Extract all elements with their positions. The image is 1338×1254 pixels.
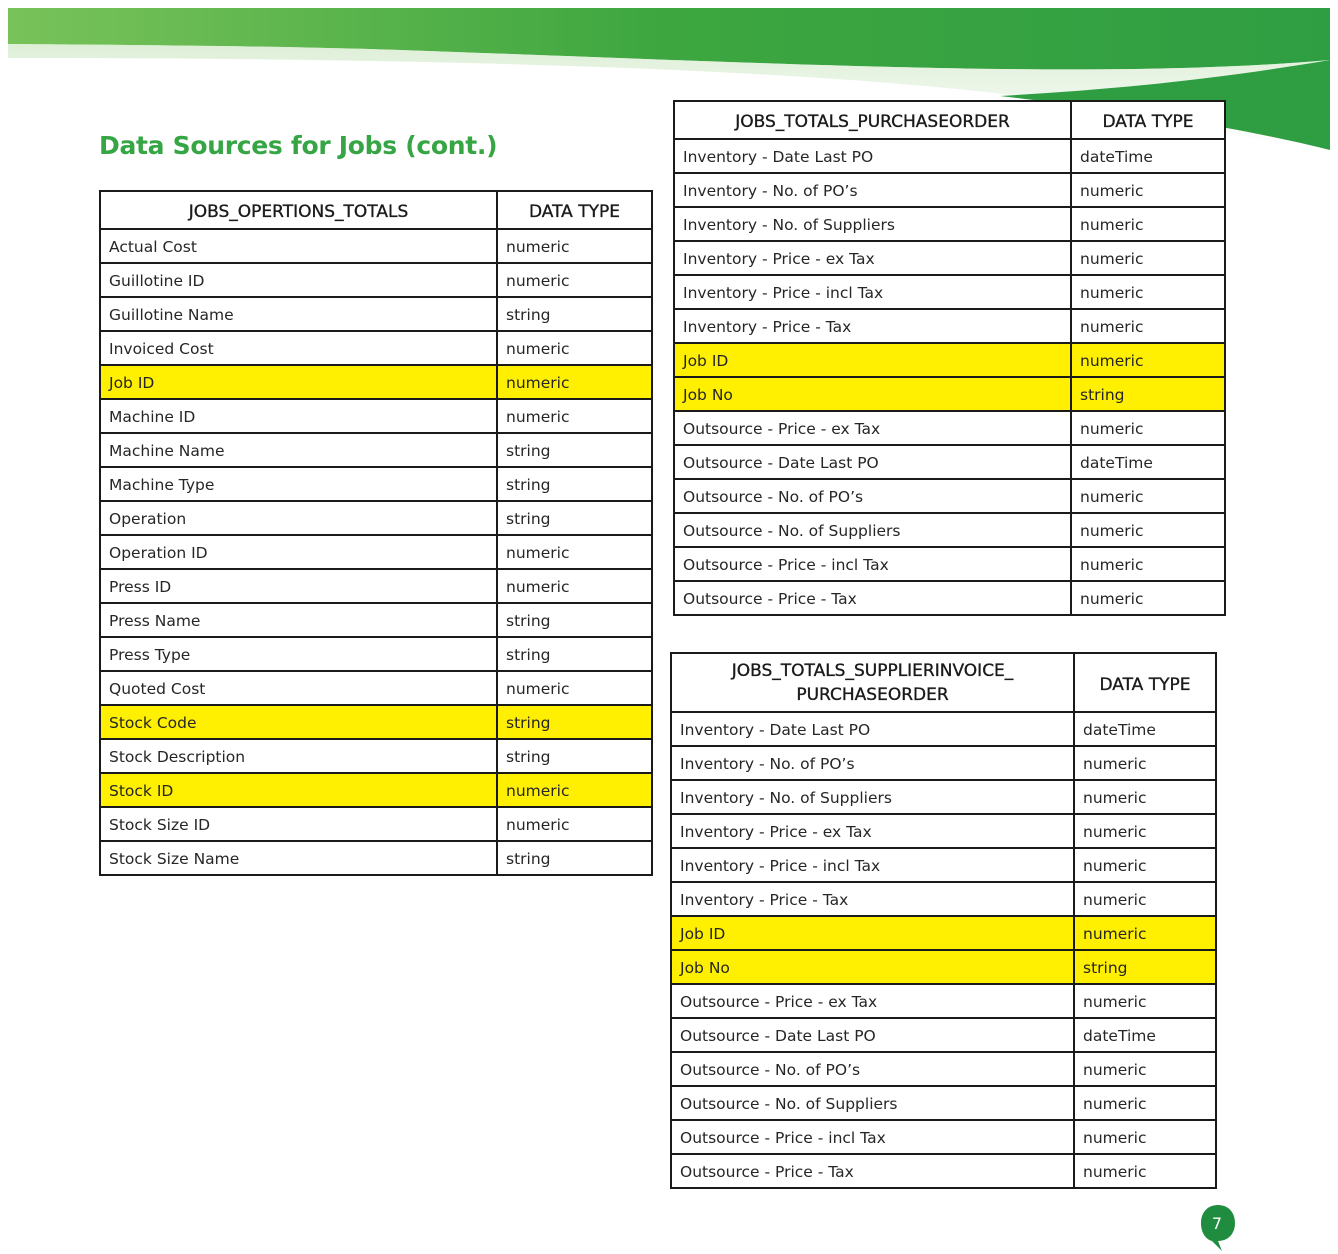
data-type-cell: numeric [1074, 916, 1216, 950]
table-row [100, 705, 652, 739]
data-type-cell: numeric [497, 365, 652, 399]
data-type-cell: numeric [1071, 173, 1225, 207]
field-name-cell: Guillotine Name [100, 297, 497, 331]
data-type-cell: numeric [1071, 309, 1225, 343]
table-row [100, 603, 652, 637]
field-name-cell: Inventory - Price - Tax [674, 309, 1071, 343]
data-type-cell: string [497, 433, 652, 467]
field-name-cell: Invoiced Cost [100, 331, 497, 365]
field-name-cell: Outsource - No. of Suppliers [674, 513, 1071, 547]
table-row [671, 746, 1216, 780]
table-row [100, 739, 652, 773]
table-row [671, 1120, 1216, 1154]
table-row [674, 377, 1225, 411]
data-type-cell: string [497, 467, 652, 501]
table-row [674, 581, 1225, 615]
table-row [674, 207, 1225, 241]
field-name-cell: Inventory - Price - ex Tax [674, 241, 1071, 275]
table-row [100, 399, 652, 433]
data-type-cell: numeric [1074, 814, 1216, 848]
field-name-cell: Guillotine ID [100, 263, 497, 297]
table-header-type: DATA TYPE [1074, 653, 1216, 712]
table-row [100, 807, 652, 841]
table-header-type: DATA TYPE [497, 191, 652, 229]
field-name-cell: Stock Code [100, 705, 497, 739]
field-name-cell: Job ID [674, 343, 1071, 377]
data-type-cell: numeric [497, 807, 652, 841]
data-type-cell: string [497, 603, 652, 637]
field-name-cell: Stock Size Name [100, 841, 497, 875]
table-row [671, 780, 1216, 814]
table-row [100, 297, 652, 331]
page-title: Data Sources for Jobs (cont.) [99, 131, 498, 160]
table-row [674, 479, 1225, 513]
table-row [100, 671, 652, 705]
field-name-cell: Operation [100, 501, 497, 535]
field-name-cell: Job ID [671, 916, 1074, 950]
data-type-cell: numeric [1071, 207, 1225, 241]
table-header-name: JOBS_OPERTIONS_TOTALS [100, 191, 497, 229]
table-header-name-line1: JOBS_TOTALS_SUPPLIERINVOICE_ [731, 660, 1014, 681]
page-number: 7 [1211, 1214, 1223, 1233]
table-header-name-line2: PURCHASEORDER [796, 684, 949, 705]
data-type-cell: dateTime [1071, 139, 1225, 173]
data-type-cell: dateTime [1071, 445, 1225, 479]
field-name-cell: Inventory - No. of PO’s [674, 173, 1071, 207]
data-type-cell: dateTime [1074, 1018, 1216, 1052]
data-type-cell: dateTime [1074, 712, 1216, 746]
field-name-cell: Outsource - No. of PO’s [671, 1052, 1074, 1086]
data-type-cell: string [497, 705, 652, 739]
table-row [674, 139, 1225, 173]
field-name-cell: Outsource - Price - incl Tax [674, 547, 1071, 581]
table-row [674, 241, 1225, 275]
table-row [674, 343, 1225, 377]
jobs-totals-purchaseorder-table [673, 100, 1226, 616]
field-name-cell: Job ID [100, 365, 497, 399]
field-name-cell: Actual Cost [100, 229, 497, 263]
data-type-cell: numeric [1071, 479, 1225, 513]
data-type-cell: numeric [1071, 275, 1225, 309]
table-row [671, 1052, 1216, 1086]
table-row [674, 411, 1225, 445]
data-type-cell: numeric [497, 671, 652, 705]
field-name-cell: Quoted Cost [100, 671, 497, 705]
data-type-cell: numeric [1074, 746, 1216, 780]
table-row [674, 309, 1225, 343]
table-row [100, 331, 652, 365]
field-name-cell: Outsource - Price - incl Tax [671, 1120, 1074, 1154]
data-type-cell: string [497, 501, 652, 535]
data-type-cell: string [497, 841, 652, 875]
data-type-cell: numeric [1071, 581, 1225, 615]
table-row [671, 814, 1216, 848]
data-type-cell: numeric [1074, 882, 1216, 916]
field-name-cell: Press Name [100, 603, 497, 637]
data-type-cell: numeric [1074, 1052, 1216, 1086]
data-type-cell: numeric [1071, 241, 1225, 275]
table-row [100, 637, 652, 671]
data-type-cell: string [497, 637, 652, 671]
field-name-cell: Inventory - Price - incl Tax [674, 275, 1071, 309]
field-name-cell: Inventory - Price - ex Tax [671, 814, 1074, 848]
field-name-cell: Outsource - Price - Tax [674, 581, 1071, 615]
field-name-cell: Inventory - No. of Suppliers [671, 780, 1074, 814]
data-type-cell: numeric [1074, 1120, 1216, 1154]
table-row [674, 275, 1225, 309]
data-type-cell: string [497, 739, 652, 773]
data-type-cell: numeric [497, 569, 652, 603]
field-name-cell: Press Type [100, 637, 497, 671]
table-row [671, 882, 1216, 916]
table-row [674, 513, 1225, 547]
table-row [100, 501, 652, 535]
field-name-cell: Outsource - Price - Tax [671, 1154, 1074, 1188]
table-header-name: JOBS_TOTALS_PURCHASEORDER [674, 101, 1071, 139]
table-header-type: DATA TYPE [1071, 101, 1225, 139]
field-name-cell: Machine Type [100, 467, 497, 501]
field-name-cell: Inventory - No. of Suppliers [674, 207, 1071, 241]
jobs-operations-totals-table [99, 190, 653, 876]
data-type-cell: numeric [1074, 848, 1216, 882]
table-row [671, 916, 1216, 950]
data-type-cell: numeric [1071, 513, 1225, 547]
data-type-cell: numeric [1074, 1086, 1216, 1120]
field-name-cell: Press ID [100, 569, 497, 603]
data-type-cell: numeric [497, 773, 652, 807]
field-name-cell: Inventory - No. of PO’s [671, 746, 1074, 780]
table-row [671, 1086, 1216, 1120]
field-name-cell: Stock Description [100, 739, 497, 773]
field-name-cell: Job No [671, 950, 1074, 984]
data-type-cell: string [1071, 377, 1225, 411]
table-row [671, 1154, 1216, 1188]
field-name-cell: Inventory - Price - Tax [671, 882, 1074, 916]
table-row [100, 535, 652, 569]
table-row [100, 841, 652, 875]
table-row [671, 848, 1216, 882]
data-type-cell: numeric [1074, 780, 1216, 814]
table-row [671, 712, 1216, 746]
field-name-cell: Job No [674, 377, 1071, 411]
data-type-cell: numeric [497, 399, 652, 433]
data-type-cell: numeric [1071, 547, 1225, 581]
field-name-cell: Outsource - Date Last PO [671, 1018, 1074, 1052]
table-row [100, 263, 652, 297]
data-type-cell: numeric [497, 535, 652, 569]
table-row [100, 467, 652, 501]
table-row [674, 547, 1225, 581]
data-type-cell: string [497, 297, 652, 331]
table-row [100, 773, 652, 807]
table-row [100, 365, 652, 399]
data-type-cell: string [1074, 950, 1216, 984]
table-row [674, 173, 1225, 207]
field-name-cell: Inventory - Price - incl Tax [671, 848, 1074, 882]
table-row [671, 984, 1216, 1018]
data-type-cell: numeric [1071, 411, 1225, 445]
field-name-cell: Stock Size ID [100, 807, 497, 841]
data-type-cell: numeric [1074, 984, 1216, 1018]
field-name-cell: Inventory - Date Last PO [671, 712, 1074, 746]
field-name-cell: Machine Name [100, 433, 497, 467]
field-name-cell: Stock ID [100, 773, 497, 807]
table-row [674, 445, 1225, 479]
table-row [100, 433, 652, 467]
data-type-cell: numeric [1071, 343, 1225, 377]
field-name-cell: Machine ID [100, 399, 497, 433]
field-name-cell: Outsource - Price - ex Tax [671, 984, 1074, 1018]
data-type-cell: numeric [497, 263, 652, 297]
field-name-cell: Outsource - Price - ex Tax [674, 411, 1071, 445]
data-type-cell: numeric [497, 331, 652, 365]
field-name-cell: Inventory - Date Last PO [674, 139, 1071, 173]
field-name-cell: Outsource - No. of Suppliers [671, 1086, 1074, 1120]
table-row [100, 229, 652, 263]
table-header-name [671, 653, 1074, 712]
field-name-cell: Outsource - Date Last PO [674, 445, 1071, 479]
data-type-cell: numeric [1074, 1154, 1216, 1188]
table-row [100, 569, 652, 603]
field-name-cell: Operation ID [100, 535, 497, 569]
field-name-cell: Outsource - No. of PO’s [674, 479, 1071, 513]
table-row [671, 1018, 1216, 1052]
jobs-totals-supplierinvoice-purchaseorder-table [670, 652, 1217, 1189]
table-row [671, 950, 1216, 984]
data-type-cell: numeric [497, 229, 652, 263]
